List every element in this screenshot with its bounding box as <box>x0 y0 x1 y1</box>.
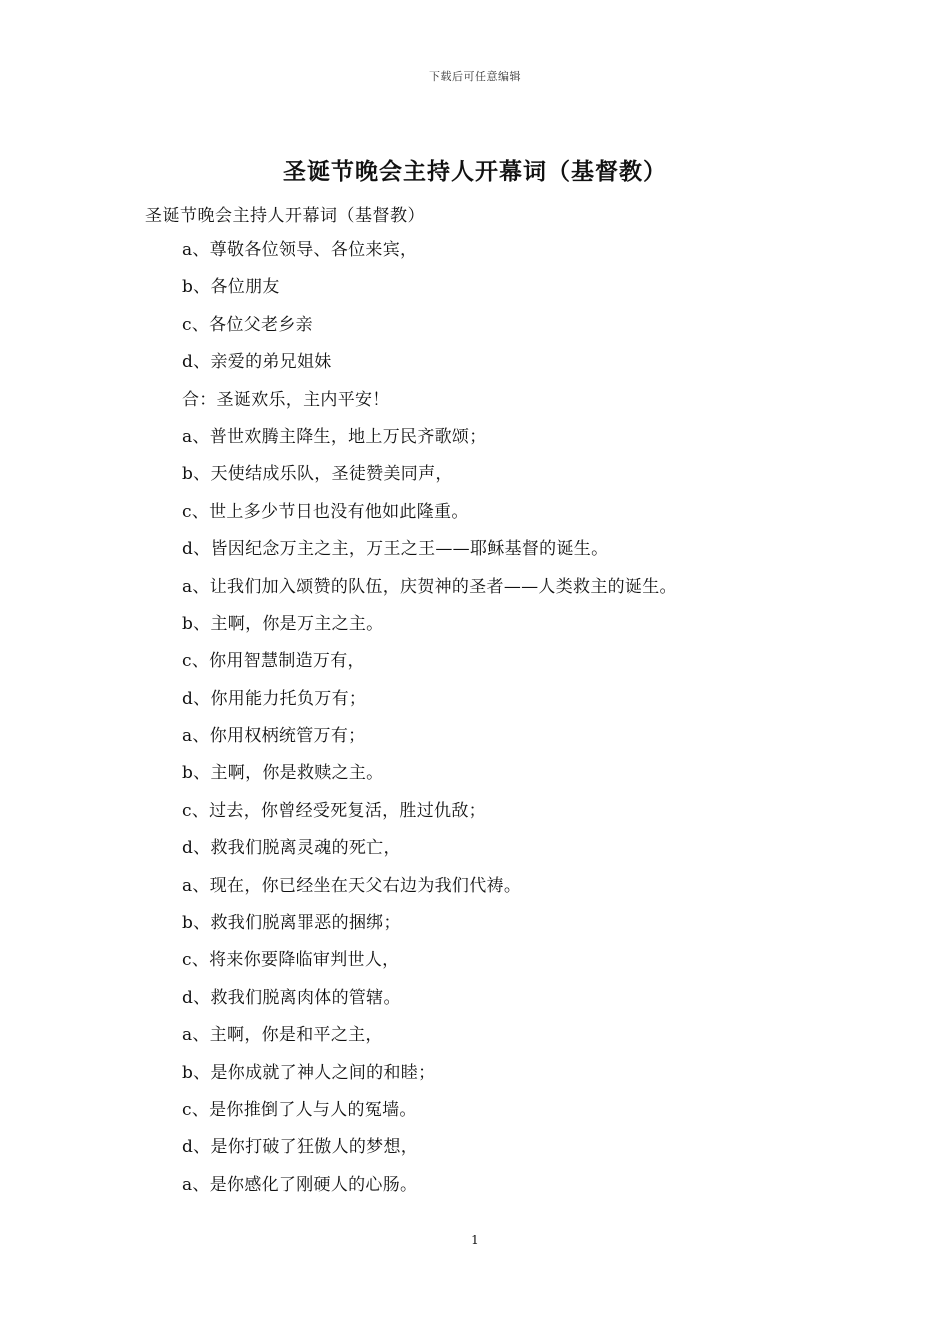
speech-line: a、尊敬各位领导、各位来宾， <box>182 240 418 260</box>
speech-line: 合：圣诞欢乐，主内平安！ <box>182 389 390 410</box>
speech-line: b、救我们脱离罪恶的捆绑； <box>182 913 401 934</box>
speech-line: a、让我们加入颂赞的队伍，庆贺神的圣者——人类救主的诞生。 <box>182 576 677 597</box>
document-title: 圣诞节晚会主持人开幕词（基督教） <box>283 158 667 185</box>
speech-line: a、普世欢腾主降生，地上万民齐歌颂； <box>182 426 487 447</box>
speech-line: c、你用智慧制造万有， <box>182 651 365 672</box>
speech-line: b、主啊，你是救赎之主。 <box>182 763 384 784</box>
speech-line: a、主啊，你是和平之主， <box>182 1025 383 1046</box>
speech-line: c、是你推倒了人与人的冤墙。 <box>182 1099 417 1120</box>
page-number: 1 <box>471 1233 479 1247</box>
speech-line: b、主啊，你是万主之主。 <box>182 613 384 634</box>
speech-line: a、是你感化了刚硬人的心肠。 <box>182 1174 418 1195</box>
speech-line: a、现在，你已经坐在天父右边为我们代祷。 <box>182 875 522 896</box>
speech-line: c、各位父老乡亲 <box>182 314 313 335</box>
speech-line: c、过去，你曾经受死复活，胜过仇敌； <box>182 800 486 821</box>
speech-line: d、你用能力托负万有； <box>182 688 367 709</box>
speech-line: b、天使结成乐队，圣徒赞美同声， <box>182 464 453 485</box>
speech-line: d、救我们脱离灵魂的死亡， <box>182 838 401 859</box>
header-note: 下载后可任意编辑 <box>429 70 521 83</box>
speech-line: b、是你成就了神人之间的和睦； <box>182 1062 436 1083</box>
speech-line: d、是你打破了狂傲人的梦想， <box>182 1137 419 1158</box>
speech-line: b、各位朋友 <box>182 277 280 298</box>
speech-line: c、将来你要降临审判世人， <box>182 950 400 971</box>
speech-line: a、你用权柄统管万有； <box>182 726 366 747</box>
speech-line: d、救我们脱离肉体的管辖。 <box>182 987 401 1008</box>
speech-lines <box>182 239 677 1211</box>
speech-line: d、皆因纪念万主之主，万王之王——耶稣基督的诞生。 <box>182 539 609 560</box>
speech-line: d、亲爱的弟兄姐妹 <box>182 352 332 373</box>
speech-line: c、世上多少节日也没有他如此隆重。 <box>182 501 469 522</box>
document-subtitle: 圣诞节晚会主持人开幕词（基督教） <box>145 206 425 226</box>
